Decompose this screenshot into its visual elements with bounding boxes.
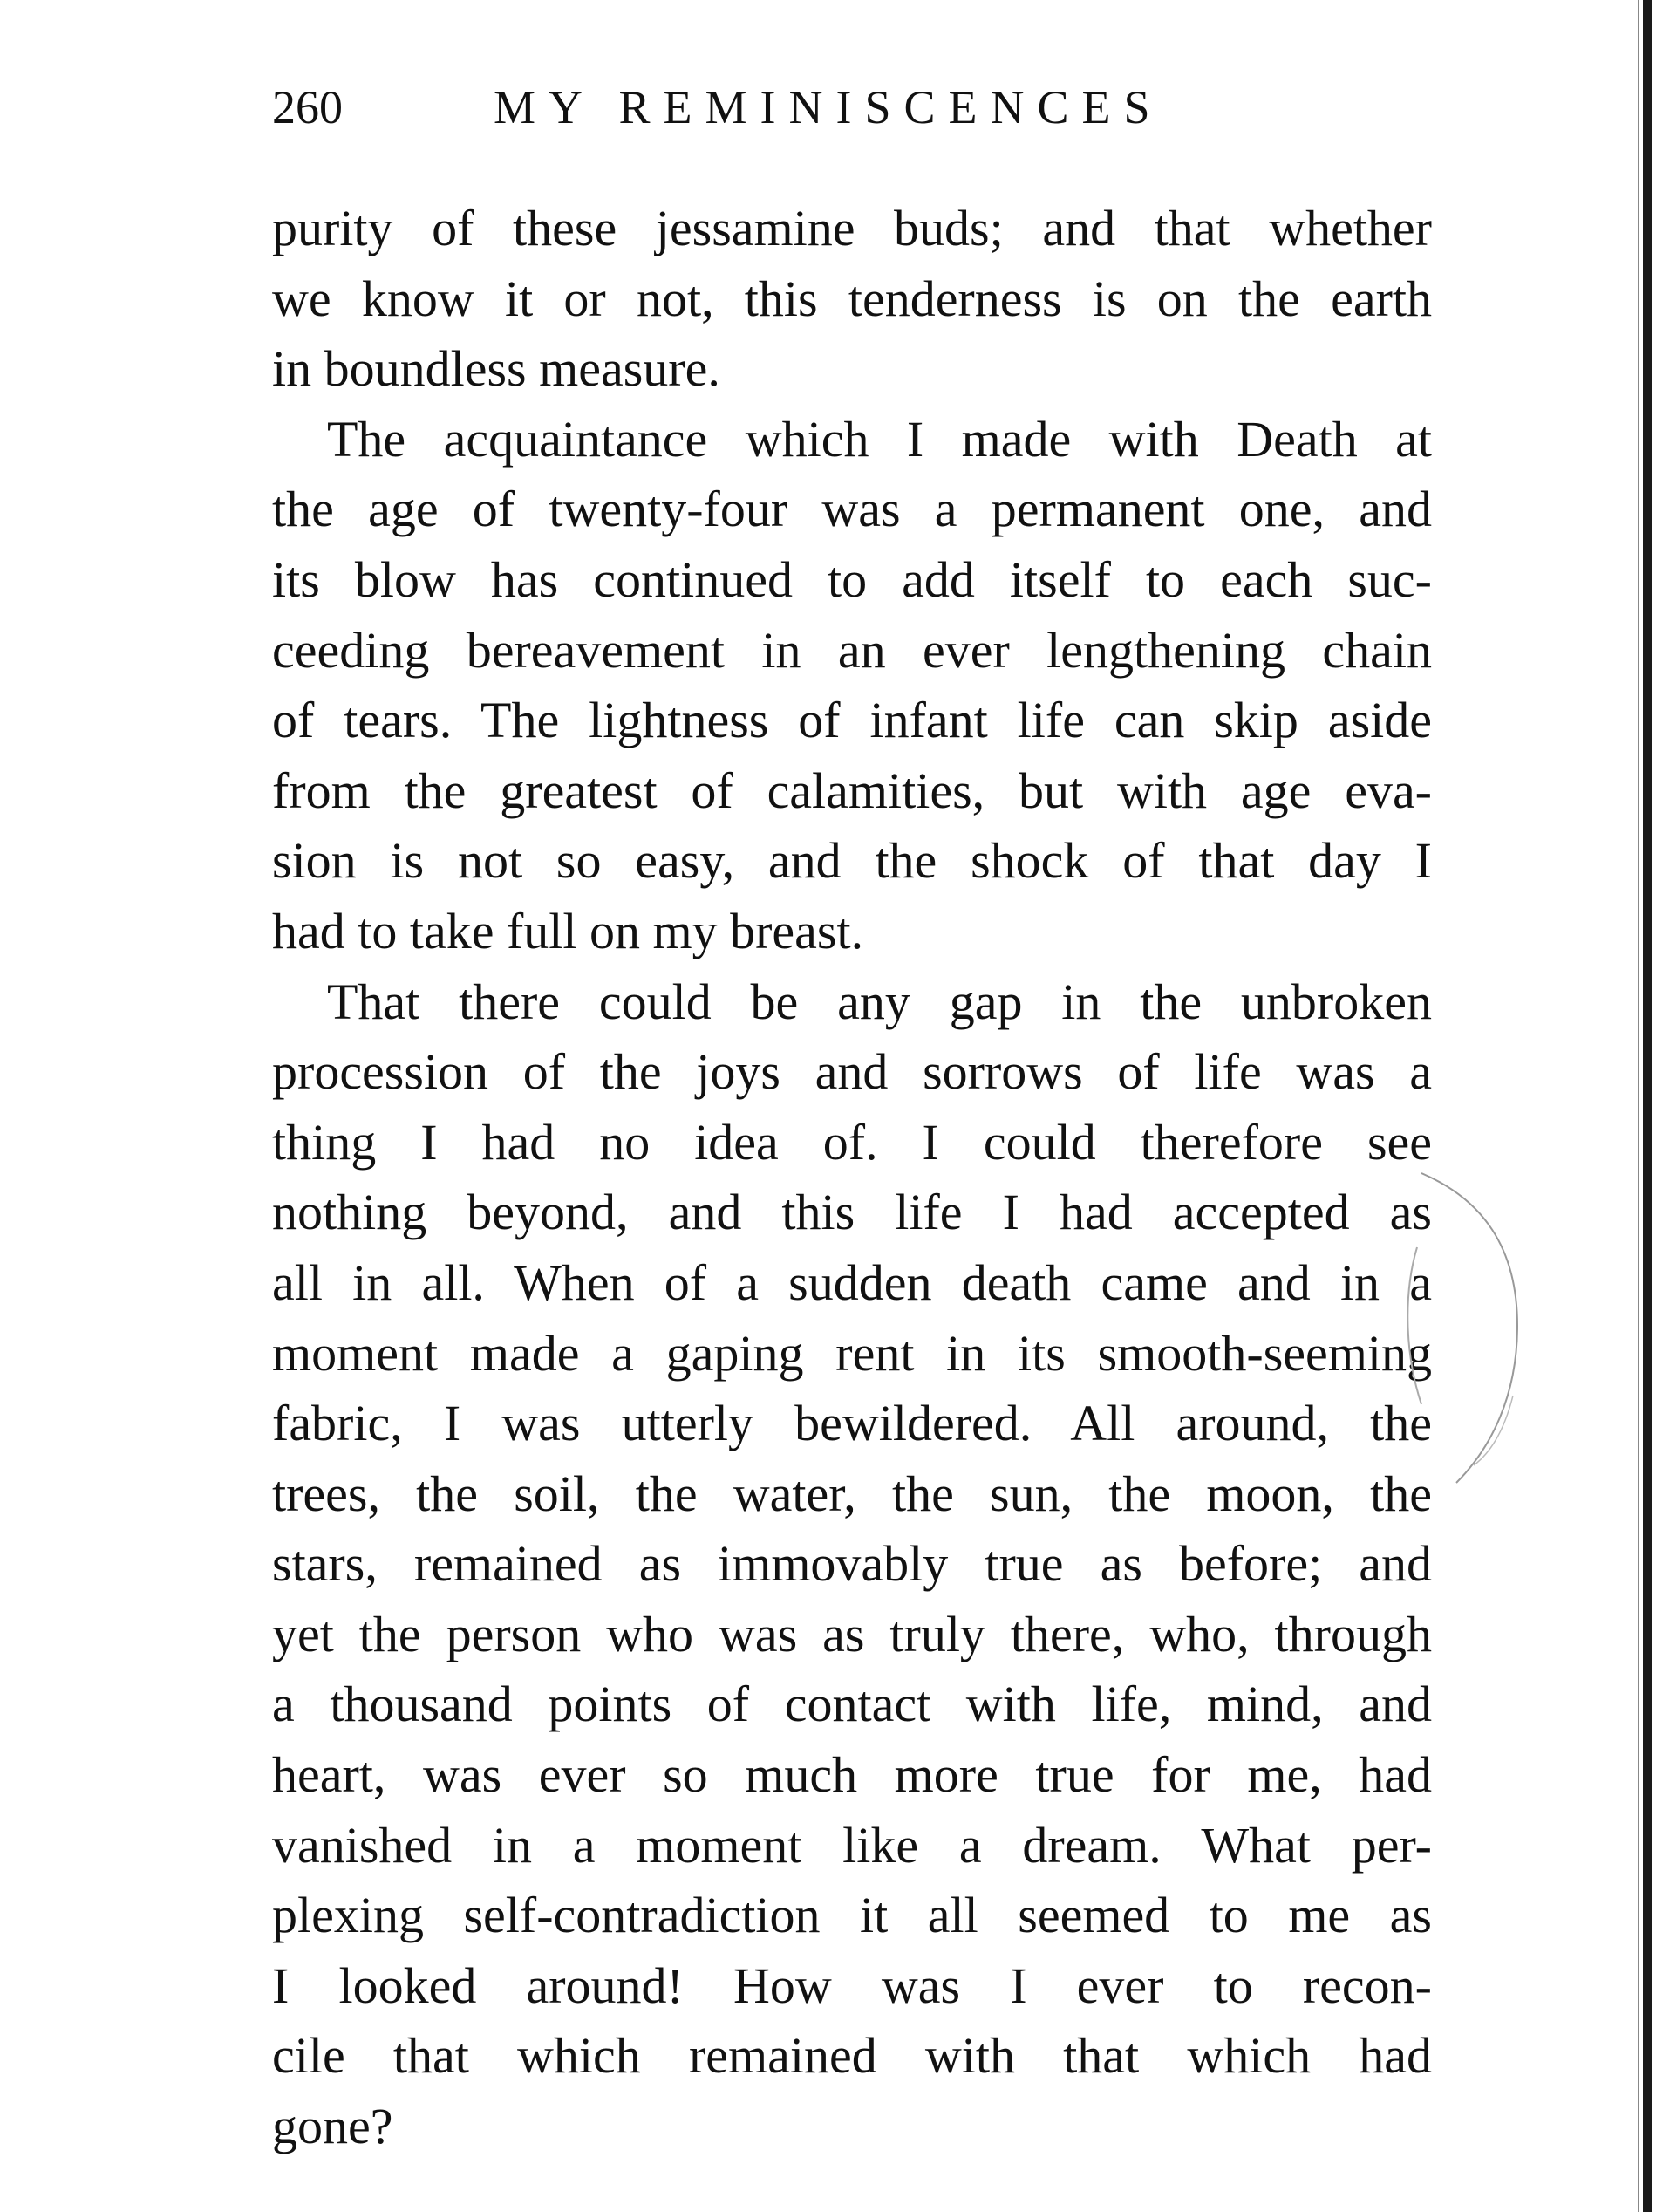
text-line: sion is not so easy, and the shock of that day I (272, 832, 1432, 890)
text-line: vanished in a moment like a dream. What per- (272, 1816, 1432, 1874)
text-line: in boundless measure. (272, 340, 720, 398)
text-line: That there could be any gap in the unbroken (327, 973, 1432, 1030)
text-line: fabric, I was utterly bewildered. All around, the (272, 1395, 1432, 1452)
text-line: heart, was ever so much more true for me, had (272, 1746, 1432, 1804)
page-edge-shadow (1638, 0, 1639, 2212)
text-line: trees, the soil, the water, the sun, the moon, the (272, 1464, 1432, 1522)
text-line: ceeding bereavement in an ever lengthening chain (272, 621, 1432, 679)
running-head-title: MY REMINISCENCES (494, 81, 1163, 133)
text-line: the age of twenty-four was a permanent one, and (272, 481, 1432, 538)
text-line: had to take full on my breast. (272, 902, 864, 959)
page-edge-border (1643, 0, 1652, 2212)
text-line: procession of the joys and sorrows of life was a (272, 1043, 1432, 1101)
text-line: from the greatest of calamities, but with age eva- (272, 761, 1432, 819)
text-line: moment made a gaping rent in its smooth-seeming (272, 1324, 1432, 1382)
text-line: its blow has continued to add itself to each suc- (272, 550, 1432, 608)
text-line: gone? (272, 2098, 393, 2155)
text-line: cile that which remained with that which had (272, 2027, 1432, 2085)
text-line: yet the person who was as truly there, who, through (272, 1605, 1432, 1662)
text-line: purity of these jessamine buds; and that whether (272, 200, 1432, 256)
text-line: we know it or not, this tenderness is on the earth (272, 270, 1432, 327)
text-line: of tears. The lightness of infant life can skip aside (272, 692, 1432, 749)
text-line: all in all. When of a sudden death came and in a (272, 1253, 1432, 1311)
text-line: plexing self-contradiction it all seemed to me as (272, 1887, 1432, 1944)
page-number: 260 (272, 81, 343, 133)
text-line: I looked around! How was I ever to recon- (272, 1956, 1432, 2014)
text-line: nothing beyond, and this life I had accepted as (272, 1184, 1432, 1241)
text-line: stars, remained as immovably true as before; and (272, 1535, 1432, 1593)
text-line: thing I had no idea of. I could therefore see (272, 1113, 1432, 1171)
text-line: The acquaintance which I made with Death at (327, 410, 1432, 468)
text-line: a thousand points of contact with life, mind, and (272, 1676, 1432, 1733)
